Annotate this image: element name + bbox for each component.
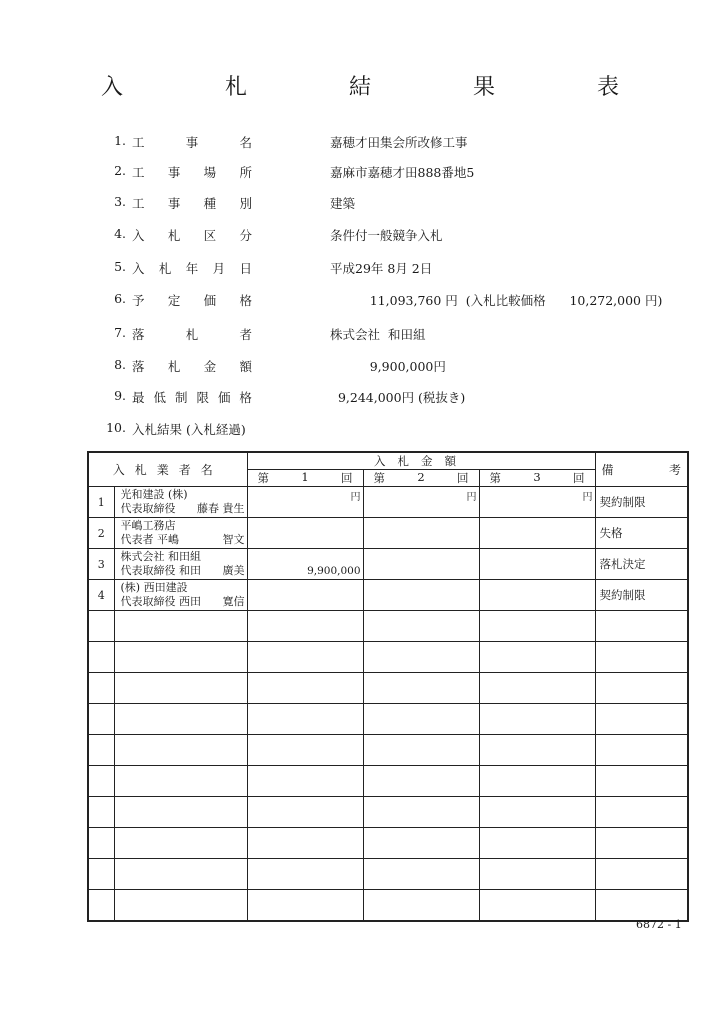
info-row [100, 291, 680, 311]
empty-table-row [88, 673, 688, 704]
remark: 失格 [595, 518, 688, 549]
header-remarks: 備 考 [595, 452, 688, 487]
table-row [88, 487, 688, 518]
bidder-name: (株) 西田建設 代表取締役 西田 寛信 [114, 580, 247, 611]
table-row [88, 549, 688, 580]
info-number: 3. [114, 194, 126, 209]
bid-amount-round-1 [247, 518, 363, 549]
info-label: 工 事 場 所 [132, 165, 252, 180]
row-index: 4 [88, 580, 114, 611]
bidder-name: 株式会社 和田組 代表取締役 和田 廣美 [114, 549, 247, 580]
bid-results-table [87, 451, 689, 922]
bid-amount-round-3: 円 [479, 487, 595, 518]
info-value: 建築 [330, 196, 356, 211]
row-index: 3 [88, 549, 114, 580]
info-label: 最 低 制 限 価 格 [132, 390, 252, 405]
info-number: 7. [114, 325, 126, 340]
info-value: 嘉麻市嘉穂才田888番地5 [330, 165, 475, 180]
header-round-2: 第 2 回 [363, 470, 479, 487]
bid-amount-round-2: 円 [363, 487, 479, 518]
info-number: 2. [114, 163, 126, 178]
info-number: 1. [114, 133, 126, 148]
empty-table-row [88, 735, 688, 766]
info-number: 9. [114, 388, 126, 403]
bid-amount-round-3 [479, 580, 595, 611]
bid-amount-round-2 [363, 549, 479, 580]
table-row [88, 580, 688, 611]
info-label: 予 定 価 格 [132, 293, 252, 308]
info-number: 8. [114, 357, 126, 372]
info-value: 株式会社 和田組 [330, 327, 426, 342]
info-label: 工 事 名 [132, 135, 252, 150]
header-bid-amount: 入札金額 [247, 452, 595, 470]
header-round-1: 第 1 回 [247, 470, 363, 487]
bid-amount-round-1 [247, 580, 363, 611]
info-row [100, 388, 680, 408]
info-value: 嘉穂才田集会所改修工事 [330, 135, 468, 150]
info-row [100, 357, 680, 377]
remark: 契約制限 [595, 487, 688, 518]
info-value: 9,900,000円 [330, 359, 446, 374]
info-label: 入札結果 (入札経過) [132, 422, 246, 437]
bid-amount-round-1: 9,900,000 [247, 549, 363, 580]
empty-table-row [88, 611, 688, 642]
info-value: 9,244,000円 (税抜き) [330, 390, 466, 405]
row-index: 1 [88, 487, 114, 518]
empty-table-row [88, 797, 688, 828]
header-round-3: 第 3 回 [479, 470, 595, 487]
info-number: 5. [114, 259, 126, 274]
header-bidder-name: 入札業者名 [88, 452, 247, 487]
page-title: 入 札 結 果 表 [100, 75, 659, 100]
bid-amount-round-2 [363, 580, 479, 611]
bid-amount-round-1: 円 [247, 487, 363, 518]
info-row [100, 325, 680, 345]
empty-table-row [88, 859, 688, 890]
info-row [100, 133, 680, 153]
info-label: 工 事 種 別 [132, 196, 252, 211]
bid-amount-round-2 [363, 518, 479, 549]
empty-table-row [88, 828, 688, 859]
info-label: 入 札 年 月 日 [132, 261, 252, 276]
info-value: 11,093,760 円 (入札比較価格 10,272,000 円) [330, 293, 663, 308]
remark: 落札決定 [595, 549, 688, 580]
bidder-name: 光和建設 (株) 代表取締役 藤春 貴生 [114, 487, 247, 518]
remark: 契約制限 [595, 580, 688, 611]
info-row [100, 163, 680, 183]
row-index: 2 [88, 518, 114, 549]
bid-amount-round-3 [479, 518, 595, 549]
page-number: 6872 - 1 [636, 918, 682, 931]
empty-table-row [88, 704, 688, 735]
info-label: 落 札 金 額 [132, 359, 252, 374]
table-row [88, 518, 688, 549]
info-value: 条件付一般競争入札 [330, 228, 443, 243]
info-value: 平成29年 8月 2日 [330, 261, 433, 276]
info-number: 6. [114, 291, 126, 306]
info-row [100, 226, 680, 246]
bidder-name: 平嶋工務店 代表者 平嶋 智文 [114, 518, 247, 549]
bid-amount-round-3 [479, 549, 595, 580]
info-label: 入 札 区 分 [132, 228, 252, 243]
empty-table-row [88, 766, 688, 797]
info-number: 10. [106, 420, 126, 435]
info-row [100, 259, 680, 279]
info-number: 4. [114, 226, 126, 241]
info-row [100, 420, 680, 440]
empty-table-row [88, 890, 688, 921]
info-label: 落 札 者 [132, 327, 252, 342]
info-row [100, 194, 680, 214]
empty-table-row [88, 642, 688, 673]
